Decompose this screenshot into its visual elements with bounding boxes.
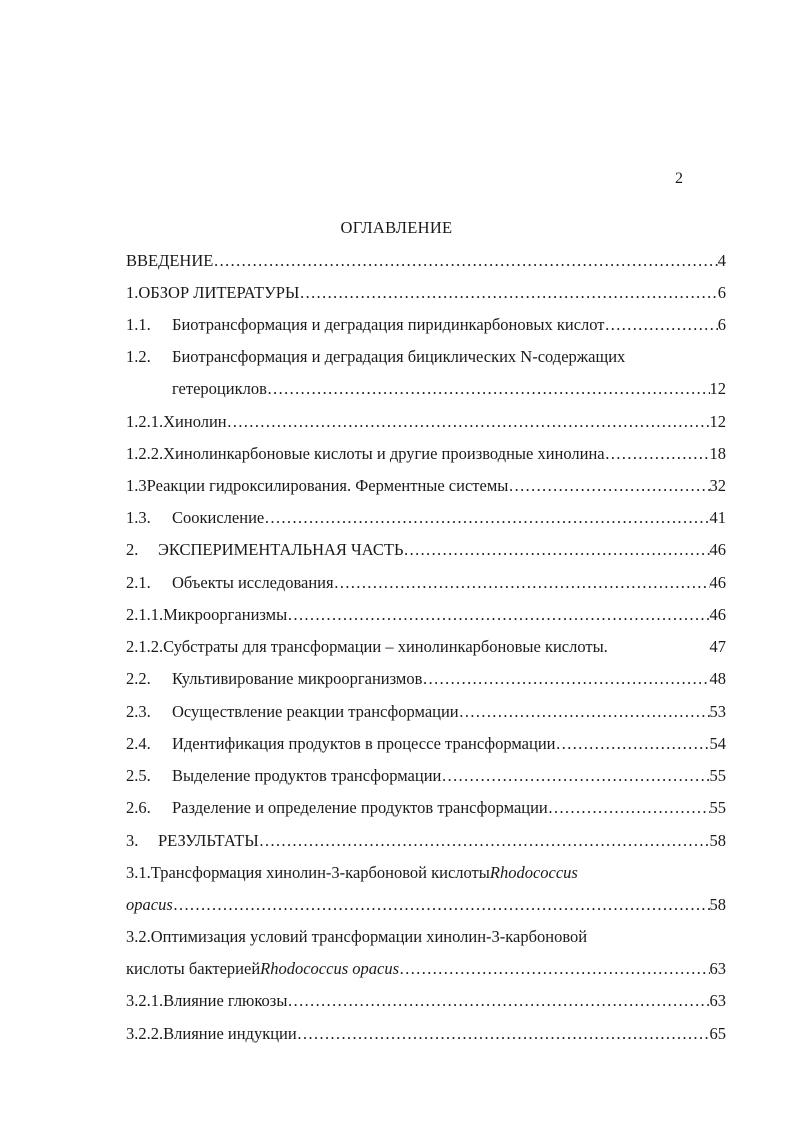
toc-entry-page: 6 — [717, 283, 726, 302]
toc-entry-title: Осуществление реакции трансформации — [172, 702, 459, 721]
page-number: 2 — [675, 170, 683, 187]
toc-entry-number: 2.4. — [126, 734, 151, 753]
toc-entry-page: 12 — [709, 379, 726, 398]
toc-entry-2-2 — [126, 666, 726, 692]
toc-entry-2-6 — [126, 795, 726, 821]
toc-entry-number: 3.2.2. — [126, 1024, 164, 1043]
toc-entry-page: 6 — [717, 315, 726, 334]
toc-entry-title: Биотрансформация и деградация бициклических N-содержащих — [172, 347, 626, 366]
toc-entry-number: 3.2.1. — [126, 991, 164, 1010]
toc-entry-title: РЕЗУЛЬТАТЫ — [158, 831, 259, 850]
leader-dots — [287, 988, 709, 1014]
toc-entry-number: 2.6. — [126, 798, 151, 817]
leader-dots — [297, 1021, 710, 1047]
leader-dots — [264, 505, 709, 531]
toc-entry-number: 1.3 — [126, 476, 147, 495]
toc-entry-number: 1.3. — [126, 508, 151, 527]
toc-entry-title: Влияние глюкозы — [163, 991, 288, 1010]
toc-entry-2-3 — [126, 699, 726, 725]
leader-dots — [267, 376, 710, 402]
leader-dots — [227, 409, 710, 435]
toc-entry-number: 2. — [126, 540, 139, 559]
toc-entry-2-1-2 — [126, 634, 726, 660]
toc-entry-3-1 — [126, 860, 726, 886]
toc-entry-title: Объекты исследования — [172, 573, 334, 592]
toc-entry-title: ОБЗОР ЛИТЕРАТУРЫ — [138, 283, 300, 302]
toc-entry-title-italic: Rhodococcus — [489, 863, 578, 882]
leader-dots — [403, 537, 709, 563]
toc-entry-title: Хинолин — [163, 412, 227, 431]
toc-entry-1-3-cooxidation — [126, 505, 726, 531]
toc-entry-3-2-2 — [126, 1021, 726, 1047]
toc-entry-1-2-1 — [126, 409, 726, 435]
toc-entry-page: 58 — [709, 895, 726, 914]
toc-entry-title: Разделение и определение продуктов трансформации — [172, 798, 548, 817]
toc-entry-title: Микроорганизмы — [163, 605, 288, 624]
toc-entry-1-2-continued — [126, 376, 726, 402]
leader-dots — [399, 956, 710, 982]
toc-entry-page: 47 — [709, 637, 726, 656]
toc-entry-3-1-continued — [126, 892, 726, 918]
leader-dots — [422, 666, 709, 692]
toc-entry-1-2-2 — [126, 441, 726, 467]
toc-entry-number: 2.1.1. — [126, 605, 164, 624]
toc-entry-3 — [126, 828, 726, 854]
toc-entry-3-2-1 — [126, 988, 726, 1014]
toc-entry-number: 2.1.2. — [126, 637, 164, 656]
toc-entry-title: Культивирование микроорганизмов — [172, 669, 423, 688]
toc-entry-title: гетероциклов — [172, 379, 267, 398]
toc-entry-title: Соокисление — [172, 508, 265, 527]
toc-entry-2-5 — [126, 763, 726, 789]
toc-entry-1 — [126, 280, 726, 306]
toc-entry-title: Биотрансформация и деградация пиридинкарбоновых кислот — [172, 315, 605, 334]
toc-entry-number: 3.1. — [126, 863, 151, 882]
toc-entry-page: 46 — [709, 540, 726, 559]
toc-entry-3-2 — [126, 924, 726, 950]
leader-dots — [213, 248, 717, 274]
leader-dots — [299, 280, 717, 306]
toc-entry-number: 1.2. — [126, 347, 151, 366]
toc-entry-title: Трансформация хинолин-3-карбоновой кислоты — [150, 863, 490, 882]
toc-entry-page: 12 — [709, 412, 726, 431]
toc-entry-2-1 — [126, 570, 726, 596]
toc-entry-2 — [126, 537, 726, 563]
toc-entry-page: 63 — [709, 991, 726, 1010]
toc-entry-title-italic: Rhodococcus opacus — [260, 959, 399, 978]
toc-entry-introduction — [126, 248, 726, 274]
toc-entry-number: 1. — [126, 283, 139, 302]
toc-entry-number: 3. — [126, 831, 139, 850]
toc-entry-page: 18 — [709, 444, 726, 463]
toc-entry-page: 55 — [709, 766, 726, 785]
toc-entry-number: 2.3. — [126, 702, 151, 721]
leader-dots — [555, 731, 709, 757]
toc-entry-page: 54 — [709, 734, 726, 753]
toc-entry-number: 1.2.1. — [126, 412, 164, 431]
toc-entry-page: 63 — [709, 959, 726, 978]
leader-dots — [548, 795, 710, 821]
toc-entry-title: Влияние индукции — [163, 1024, 297, 1043]
toc-entry-1-2 — [126, 344, 726, 370]
toc-entry-number: 2.5. — [126, 766, 151, 785]
toc-entry-page: 32 — [709, 476, 726, 495]
leader-dots — [287, 602, 709, 628]
toc-entry-page: 46 — [709, 573, 726, 592]
toc-entry-number: 2.2. — [126, 669, 151, 688]
toc-entry-page: 46 — [709, 605, 726, 624]
leader-dots — [441, 763, 709, 789]
toc-entry-page: 55 — [709, 798, 726, 817]
toc-entry-title: Реакции гидроксилирования. Ферментные системы — [146, 476, 509, 495]
toc-entry-title: ЭКСПЕРИМЕНТАЛЬНАЯ ЧАСТЬ — [158, 540, 404, 559]
toc-entry-number: 1.2.2. — [126, 444, 164, 463]
toc-entry-number: 3.2. — [126, 927, 151, 946]
toc-entry-3-2-continued — [126, 956, 726, 982]
leader-dots — [605, 441, 710, 467]
leader-dots — [259, 828, 710, 854]
toc-entry-1-3-hydroxylation — [126, 473, 726, 499]
toc-entry-page: 58 — [709, 831, 726, 850]
toc-entry-number: 1.1. — [126, 315, 151, 334]
toc-entry-title: кислоты бактерией — [126, 959, 261, 978]
toc-entry-title: Оптимизация условий трансформации хинолин-3-карбоновой — [150, 927, 588, 946]
toc-entry-page: 65 — [709, 1024, 726, 1043]
toc-entry-1-1 — [126, 312, 726, 338]
leader-dots — [459, 699, 710, 725]
leader-dots — [508, 473, 709, 499]
leader-dots — [173, 892, 710, 918]
toc-entry-2-4 — [126, 731, 726, 757]
toc-entry-page: 48 — [709, 669, 726, 688]
toc-entry-title-italic: opacus — [126, 895, 173, 914]
toc-entry-title: Субстраты для трансформации – хинолинкарбоновые кислоты. — [163, 637, 608, 656]
toc-title: ОГЛАВЛЕНИЕ — [340, 218, 453, 237]
leader-dots — [605, 312, 718, 338]
toc-entry-page: 53 — [709, 702, 726, 721]
toc-entry-title: ВВЕДЕНИЕ — [126, 251, 214, 270]
toc-entry-title: Выделение продуктов трансформации — [172, 766, 442, 785]
leader-dots — [334, 570, 710, 596]
toc-entry-title: Хинолинкарбоновые кислоты и другие производные хинолина — [163, 444, 605, 463]
toc-entry-page: 41 — [709, 508, 726, 527]
toc-entry-page: 4 — [717, 251, 726, 270]
toc-entry-number: 2.1. — [126, 573, 151, 592]
toc-entry-title: Идентификация продуктов в процессе трансформации — [172, 734, 556, 753]
toc-entry-2-1-1 — [126, 602, 726, 628]
